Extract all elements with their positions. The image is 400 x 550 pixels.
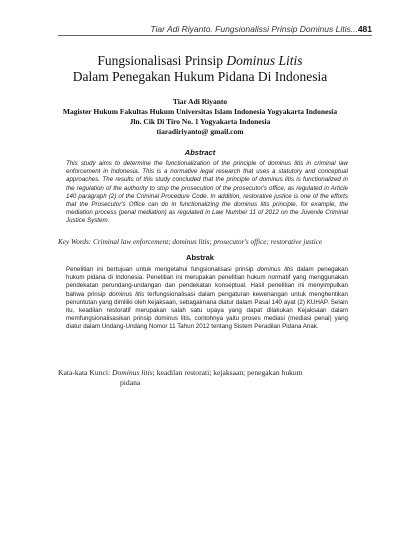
author-affiliation: Magister Hukum Fakultas Hukum Universitas Islam Indonesia Yogyakarta Indonesia: [62, 107, 338, 116]
author-address: Jln. Cik Di Tiro No. 1 Yogyakarta Indonesia: [129, 117, 271, 126]
abstrak-heading: Abstrak: [186, 253, 214, 262]
title-line-2: Dalam Penegakan Hukum Pidana Di Indonesia: [72, 69, 328, 84]
abstract-body: This study aims to determine the functionalization of the principle of dominus litis in criminal law enforcement in Indonesia. This is a normative legal research that uses a statutory and conceptual approaches. The results of this study concluded that the principle of dominus litis is functionalized in the regulation of the authority to stop the prosecution of the prosecutor's office, as regulated in Article 140 paragraph (2) of the Criminal Procedure Code. In addition, restorative justice is one of the efforts that the Prosecutor's Office can do in functionalizing the dominus litis principle, for example, the mediation process (penal mediation) as regulated in Law Number 11 of 2012 on the Juvenile Criminal Justice System.: [66, 160, 348, 225]
author-email: tiaradiriyanto@ gmail.com: [156, 127, 244, 136]
author-name: Tiar Adi Riyanto: [172, 97, 228, 106]
abstrak-body-part-2: dalam penegakan hukum pidana di Indonesia. Penelitian ini merupakan penelitian hukum normatif yang menggunakan pendekatan perundang-undangan dan pendekatan konseptual. Hasil penelitian ini menyimpulkan bahwa prinsip: [66, 266, 348, 298]
header-rule: [58, 35, 372, 36]
title-line-1: [50, 53, 350, 69]
title-line-1-prefix: Fungsionalisasi Prinsip: [97, 53, 227, 68]
keywords-continuation: pidana: [120, 378, 141, 387]
abstrak-body: [66, 266, 348, 332]
page-number: 481: [357, 24, 372, 34]
keywords-indonesian: [58, 368, 362, 388]
keywords-rest: ; keadilan restorati; kejaksaan; penegakan hukum: [152, 368, 303, 377]
keywords-english: Key Words: Criminal law enforcement; dominus litis; prosecutor's office; restorative justice: [58, 238, 323, 246]
running-header-text: Tiar Adi Riyanto. Fungsionalissi Prinsip Dominus Litis...: [150, 24, 358, 34]
abstrak-body-part-3: terfungsionalisasi dalam pengaturan kewenangan untuk menghentikan penuntutan yang dimiliki oleh kejaksaan, sebagaimana diatur dalam Pasal 140 ayat (2) KUHAP. Selain itu, keadilan restoratif merupakan salah satu upaya yang dapat dilakukan Kejaksaan dalam memfungsionalisasikan prinsip dominus litis, contohnya yaitu proses mediasi (mediasi penal) yang diatur dalam Undang-Undang Nomor 11 Tahun 2012 tentang Sistem Peradilan Pidana Anak.: [66, 290, 348, 331]
abstrak-body-italic-2: dominus litis: [108, 290, 145, 298]
abstrak-body-part-1: Penelitian ini bertujuan untuk mengetahui fungsionalisasi prinsip: [66, 266, 258, 273]
abstrak-body-italic-1: dominus litis: [257, 266, 294, 273]
author-block: [48, 97, 352, 137]
keywords-italic-term: Dominus litis: [111, 368, 153, 377]
keywords-label: Kata-kata Kunci:: [58, 368, 112, 377]
running-header: [60, 24, 372, 34]
article-title: [50, 53, 350, 85]
title-line-1-italic: Dominus Litis: [226, 53, 303, 68]
abstract-heading: Abstract: [184, 148, 216, 157]
